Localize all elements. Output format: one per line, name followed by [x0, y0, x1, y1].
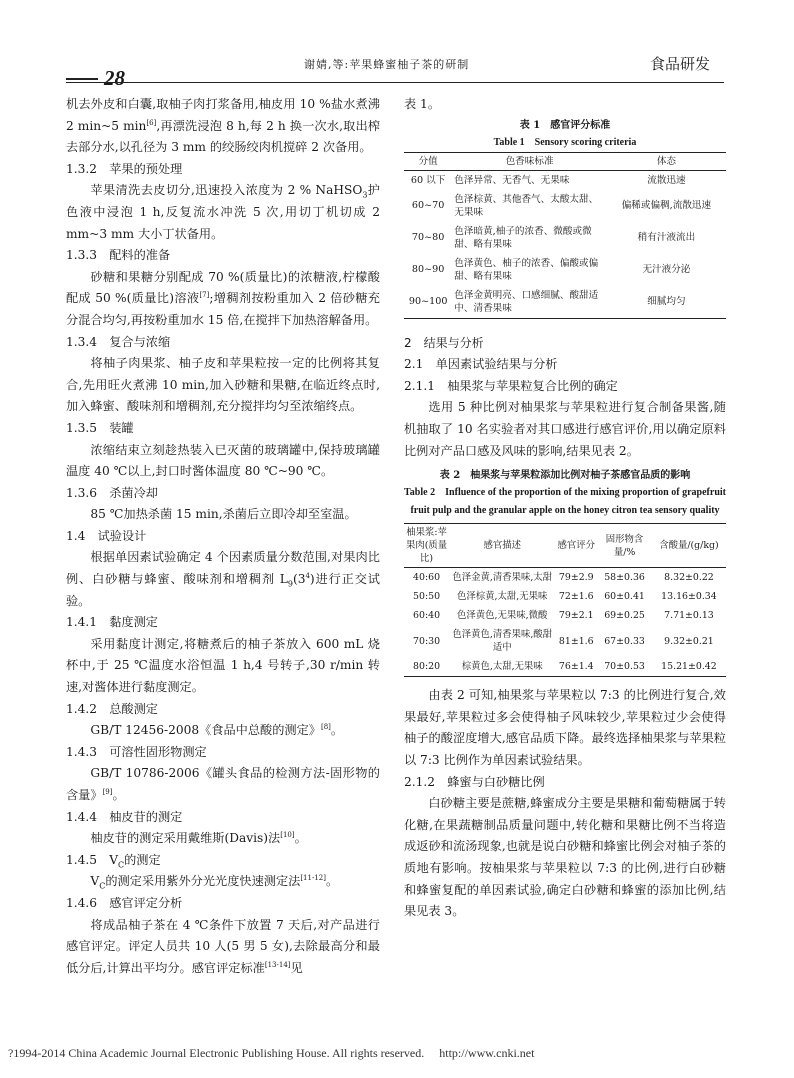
left-column: [66, 94, 380, 979]
text: 。: [112, 788, 125, 802]
citation: [7]: [199, 291, 210, 300]
table-cell: 色泽黄色,无果味,微酸: [457, 610, 548, 622]
table-cell: 60 以下: [410, 174, 446, 186]
table-2-caption-cn: 表 2 柚果浆与苹果粒添加比例对柚子茶感官品质的影响: [439, 470, 691, 482]
table-header: 感官评分: [555, 524, 597, 568]
text: 。: [294, 831, 307, 846]
table-cell: 色泽暗黄,柚子的浓香、微酸或微甜、略有果味: [454, 225, 592, 250]
table-cell: 70~80: [411, 232, 445, 244]
text: 的测定采用紫外分光光度快速测定法: [105, 874, 301, 889]
table-cell: 8.32±0.22: [664, 572, 714, 584]
page-number-bar: [66, 78, 98, 80]
heading-1-3-6: 1.3.6 杀菌冷却: [66, 485, 158, 500]
superscript: 4: [305, 572, 310, 580]
paragraph-intro: [66, 94, 380, 159]
table-cell: 76±1.4: [558, 661, 594, 673]
heading-1-3-4: 1.3.4 复合与浓缩: [66, 334, 171, 349]
table-header-row: [404, 152, 726, 170]
heading-1-3-5: 1.3.5 装罐: [66, 420, 134, 435]
table-header: 体态: [607, 152, 726, 170]
heading-2-1: 2.1 单因素试验结果与分析: [404, 357, 558, 372]
table-row: [404, 170, 726, 190]
table-cell: 60:40: [413, 610, 441, 622]
heading-1-4-3: 1.4.3 可溶性固形物测定: [66, 744, 207, 759]
text: ;增稠剂按粉重加入 2 倍砂糖充分混合均匀,再按粉重加水 15 倍,在搅拌下加热溶解备用。: [66, 291, 380, 327]
table-cell: 色泽异常、无香气、无果味: [454, 174, 570, 186]
text: 。: [325, 874, 339, 889]
table-header: 色香味标准: [452, 152, 607, 170]
table-cell: 色泽黄色,清香果味,酸甜适中: [452, 629, 553, 654]
text: 机去外皮和白囊,取柚子肉打浆备用,柚皮用 10 %盐水煮沸 2 min~5 min: [66, 97, 380, 133]
table-cell: 9.32±0.21: [664, 635, 714, 647]
heading-1-3-3: 1.3.3 配料的准备: [66, 248, 171, 263]
paragraph-1-4-4: [66, 828, 380, 850]
table-row: [404, 657, 726, 677]
heading-1-4-6: 1.4.6 感官评定分析: [66, 895, 183, 910]
heading-1-4: 1.4 试验设计: [66, 528, 147, 543]
paragraph-1-4-1: 采用黏度计测定,将糖煮后的柚子茶放入 600 mL 烧杯中,于 25 ℃温度水浴恒温 1 h,4 号转子,30 r/min 转速,对酱体进行黏度测定。: [66, 636, 380, 695]
table-1-caption-en: Table 1 Sensory scoring criteria: [493, 136, 637, 148]
table-cell: 7.71±0.13: [664, 610, 714, 622]
paragraph-1-3-2: [66, 180, 380, 245]
table-row: [404, 222, 726, 254]
table-1: [404, 152, 726, 319]
table-cell: 90~100: [408, 296, 448, 308]
table-cell: 色泽金黄明亮、口感细腻、酸甜适中、清香果味: [454, 289, 599, 314]
table-header: 固形物含量/%: [597, 524, 652, 568]
citation: [10]: [280, 831, 295, 840]
paragraph-continued: 表 1。: [404, 97, 441, 111]
table-cell: 稍有汁液流出: [637, 232, 696, 244]
table-cell: 棕黄色,太甜,无果味: [461, 661, 543, 673]
heading-1-4-4: 1.4.4 柚皮苷的测定: [66, 809, 183, 824]
table-row: [404, 606, 726, 625]
table-cell: 72±1.6: [558, 591, 594, 603]
paragraph-1-3-3: [66, 267, 380, 332]
paragraph-2-1-1: 选用 5 种比例对柚果浆与苹果粒进行复合制备果酱,随机抽取了 10 名实验者对其口感进行感官评价,用以确定原料比例对产品口感及风味的影响,结果见表 2。: [404, 400, 726, 458]
text: 护色液中浸泡 1 h,反复流水冲洗 5 次,用切丁机切成 2 mm~3 mm 大小丁状备用。: [66, 183, 380, 241]
text: 1.4.5 V: [66, 852, 118, 867]
journal-name: 食品研发: [650, 55, 711, 73]
text: GB/T 10786-2006《罐头食品的检测方法-固形物的含量》: [66, 766, 380, 802]
table-cell: 50:50: [413, 591, 441, 603]
heading-1-4-2: 1.4.2 总酸测定: [66, 701, 158, 716]
table-2-caption-en: Table 2 Influence of the proportion of the mixing proportion of grapefruit fruit pulp and the granular apple on the honey citron tea sensory quality: [404, 487, 726, 517]
text: 苹果清洗去皮切分,迅速投入浓度为 2 % NaHSO: [90, 183, 363, 198]
text: V: [90, 874, 100, 889]
table-cell: 细腻均匀: [647, 296, 686, 308]
table-cell: 69±0.25: [604, 610, 645, 622]
table-row: [404, 625, 726, 657]
table-row: [404, 190, 726, 222]
text: (3: [292, 572, 306, 587]
table-cell: 79±2.9: [558, 572, 594, 584]
citation: [6]: [146, 118, 157, 127]
table-header: 柚果浆:苹果肉(质量比): [404, 524, 449, 568]
paragraph-1-4-2: [66, 720, 380, 742]
text: 。: [330, 723, 344, 738]
page-number: 28: [104, 66, 125, 90]
table-row: [404, 286, 726, 319]
table-cell: 色泽黄色、柚子的浓香、偏酸或偏甜、略有果味: [454, 257, 599, 282]
table-cell: 81±1.6: [558, 635, 594, 647]
paragraph-1-3-5: 浓缩结束立刻趁热装入已灭菌的玻璃罐中,保持玻璃罐温度 40 ℃以上,封口时酱体温度 80 ℃~90 ℃。: [66, 442, 380, 479]
text: 见: [290, 960, 303, 975]
table-cell: 58±0.36: [604, 572, 645, 584]
paragraph-1-3-4: 将柚子肉果浆、柚子皮和苹果粒按一定的比例将其复合,先用旺火煮沸 10 min,加入砂糖和果糖,在临近终点时,加入蜂蜜、酸味剂和增稠剂,充分搅拌均匀至浓缩终点。: [66, 356, 380, 414]
header-rule: [66, 82, 724, 83]
table-header-row: [404, 524, 726, 568]
heading-1-3-2: 1.3.2 苹果的预处理: [66, 161, 183, 176]
table-cell: 流散迅速: [647, 174, 686, 186]
paragraph-2-1-2: 白砂糖主要是蔗糖,蜂蜜成分主要是果糖和葡萄糖属于转化糖,在果蔬糖制品质量问题中,转化糖和果糖比例不当将造成返砂和流汤现象,也就是说白砂糖和蜂蜜比例会对柚子茶的质地有影响。按柚果浆与苹果粒以 7:3 的比例,进行白砂糖和蜂蜜复配的单因素试验,确定白砂糖和蜂蜜的添加比例,结果见表 3。: [404, 796, 726, 919]
citation: [13-14]: [264, 960, 291, 969]
subscript: C: [99, 881, 106, 891]
text: GB/T 12456-2008《食品中总酸的测定》: [90, 723, 321, 738]
heading-1-4-1: 1.4.1 黏度测定: [66, 615, 158, 630]
text: 将成品柚子茶在 4 ℃条件下放置 7 天后,对产品进行感官评定。评定人员共 10 人(5 男 5 女),去除最高分和最低分后,计算出平均分。感官评定标准: [66, 917, 380, 975]
paragraph-1-4-5: [66, 871, 380, 893]
table-cell: 60±0.41: [604, 591, 645, 603]
citation: [9]: [102, 787, 113, 796]
table-cell: 40:60: [413, 572, 441, 584]
running-title: 谢婧,等:苹果蜂蜜柚子茶的研制: [304, 58, 470, 71]
text: 柚皮苷的测定采用戴维斯(Davis)法: [90, 831, 281, 846]
citation: [11-12]: [300, 874, 326, 883]
table-cell: 色泽金黄,清香果味,太甜: [452, 572, 553, 584]
table-cell: 80~90: [411, 264, 445, 276]
heading-2-1-1: 2.1.1 柚果浆与苹果粒复合比例的确定: [404, 378, 618, 393]
text: 砂糖和果糖分别配成 70 %(质量比)的浓糖液,柠檬酸配成 50 %(质量比)溶液: [66, 269, 380, 306]
table-cell: 色泽棕黄、其他香气、太酸太甜、无果味: [454, 193, 599, 218]
table-cell: 色泽棕黄,太甜,无果味: [457, 591, 548, 603]
right-column: [404, 94, 726, 923]
table-header: 分值: [404, 152, 452, 170]
table-header: 感官描述: [449, 524, 555, 568]
table-cell: 15.21±0.42: [661, 661, 717, 673]
table-row: [404, 587, 726, 606]
paragraph-1-4-3: [66, 763, 380, 806]
table-2: [404, 523, 726, 677]
paragraph-1-4: [66, 547, 380, 612]
text: ,再漂洗浸泡 8 h,每 2 h 换一次水,取出榨去部分水,以孔径为 3 mm 的绞肠绞肉机搅碎 2 次备用。: [66, 118, 381, 155]
paragraph-table-2-result: 由表 2 可知,柚果浆与苹果粒以 7:3 的比例进行复合,效果最好,苹果粒过多会使得柚子风味较少,苹果粒过少会使得柚子的酸涩度增大,感官品质下降。最终选择柚果浆与苹果粒以 7:3 比例作为单因素试验结果。: [404, 688, 726, 767]
subscript: C: [118, 860, 125, 870]
heading-2-1-2: 2.1.2 蜂蜜与白砂糖比例: [404, 774, 545, 789]
heading-2: 2 结果与分析: [404, 335, 484, 350]
table-cell: 60~70: [411, 200, 445, 212]
table-cell: 80:20: [413, 661, 441, 673]
table-cell: 67±0.33: [604, 635, 645, 647]
table-cell: 13.16±0.34: [661, 591, 717, 603]
table-header: 含酸量/(g/kg): [652, 524, 726, 568]
copyright-footer: ?1994-2014 China Academic Journal Electronic Publishing House. All rights reserved. http://www.cnki.net: [8, 1046, 535, 1060]
paragraph-1-3-6: 85 ℃加热杀菌 15 min,杀菌后立即冷却至室温。: [90, 507, 357, 522]
table-cell: 70±0.53: [604, 661, 645, 673]
text: 的测定: [124, 852, 161, 867]
table-row: [404, 568, 726, 588]
paragraph-1-4-6: [66, 915, 380, 980]
table-cell: 70:30: [413, 635, 441, 647]
text: 根据单因素试验确定 4 个因素质量分数范围,对果肉比例、白砂糖与蜂蜜、酸味剂和增稠剂 L: [66, 550, 380, 587]
text: )进行正交试验。: [66, 572, 380, 608]
subscript: 9: [287, 579, 293, 589]
table-row: [404, 254, 726, 286]
table-cell: 79±2.1: [558, 610, 594, 622]
heading-1-4-5: [66, 850, 380, 872]
table-cell: 无汁液分泌: [642, 264, 691, 276]
table-1-caption-cn: 表 1 感官评分标准: [519, 119, 611, 131]
citation: [8]: [320, 723, 331, 732]
table-cell: 偏稀或偏稠,流散迅速: [621, 200, 712, 212]
subscript: 3: [362, 190, 368, 200]
